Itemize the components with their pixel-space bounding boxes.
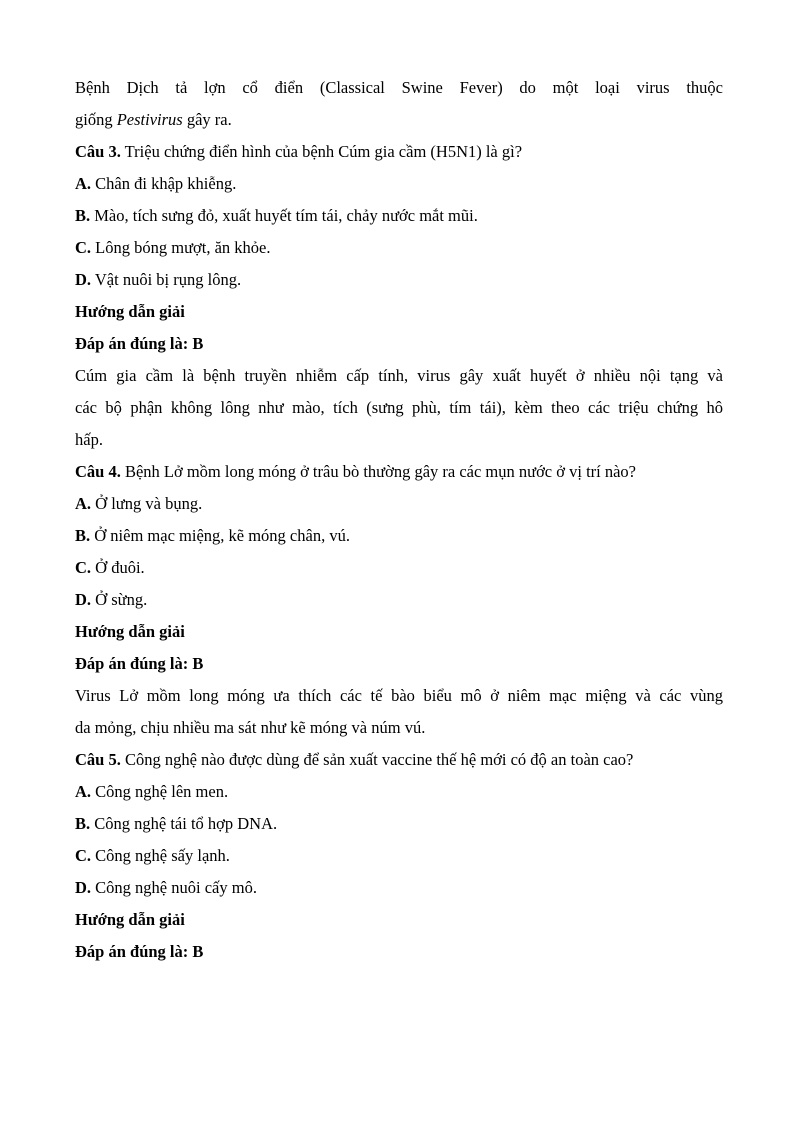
text-line (75, 808, 723, 840)
text-line (75, 456, 723, 488)
bold-text-run: A. (75, 494, 92, 513)
text-line (75, 712, 723, 744)
bold-text-run: B. (75, 814, 91, 833)
document-body (75, 72, 723, 968)
text-line (75, 360, 723, 392)
text-run: hấp. (75, 430, 103, 449)
text-line (75, 680, 723, 712)
text-run: Bệnh Lở mồm long móng ở trâu bò thường gây ra các mụn nước ở vị trí nào? (120, 462, 637, 481)
text-run: Lông bóng mượt, ăn khỏe. (91, 238, 271, 257)
text-run: Chân đi khập khiễng. (91, 174, 237, 193)
text-line (75, 776, 723, 808)
text-line (75, 520, 723, 552)
bold-text-run: C. (75, 238, 92, 257)
bold-text-run: A. (75, 174, 92, 193)
text-run: da mỏng, chịu nhiều ma sát như kẽ móng và núm vú. (75, 718, 426, 737)
text-line (75, 72, 723, 104)
bold-text-run: Đáp án đúng là: B (75, 942, 204, 961)
bold-text-run: Câu 4. (75, 462, 121, 481)
text-run: giống (75, 110, 117, 129)
text-run: Công nghệ tái tổ hợp DNA. (90, 814, 278, 833)
bold-text-run: Hướng dẫn giải (75, 302, 185, 321)
text-line (75, 392, 723, 424)
text-line (75, 424, 723, 456)
bold-text-run: C. (75, 558, 92, 577)
bold-text-run: Hướng dẫn giải (75, 622, 185, 641)
text-run: Ở lưng và bụng. (91, 494, 203, 513)
text-run: các bộ phận không lông như mào, tích (sưng phù, tím tái), kèm theo các triệu chứng hô (75, 398, 723, 417)
text-line (75, 200, 723, 232)
bold-text-run: A. (75, 782, 92, 801)
text-run: Triệu chứng điển hình của bệnh Cúm gia cầm (H5N1) là gì? (120, 142, 523, 161)
text-line (75, 840, 723, 872)
text-run: Cúm gia cầm là bệnh truyền nhiễm cấp tính, virus gây xuất huyết ở nhiều nội tạng và (75, 366, 723, 385)
text-run: Mào, tích sưng đỏ, xuất huyết tím tái, chảy nước mắt mũi. (90, 206, 478, 225)
bold-text-run: Đáp án đúng là: B (75, 334, 204, 353)
bold-text-run: Đáp án đúng là: B (75, 654, 204, 673)
text-line (75, 264, 723, 296)
bold-text-run: D. (75, 270, 92, 289)
text-line (75, 552, 723, 584)
text-run: Ở đuôi. (91, 558, 145, 577)
text-line (75, 584, 723, 616)
bold-text-run: Hướng dẫn giải (75, 910, 185, 929)
bold-text-run: Câu 5. (75, 750, 121, 769)
text-run: Bệnh Dịch tả lợn cổ điển (Classical Swine Fever) do một loại virus thuộc (75, 78, 723, 97)
bold-text-run: B. (75, 206, 91, 225)
text-run: Công nghệ nào được dùng để sản xuất vaccine thế hệ mới có độ an toàn cao? (120, 750, 634, 769)
text-run: Công nghệ lên men. (91, 782, 229, 801)
bold-text-run: D. (75, 590, 92, 609)
bold-text-run: Câu 3. (75, 142, 121, 161)
text-line (75, 488, 723, 520)
bold-text-run: D. (75, 878, 92, 897)
text-line (75, 296, 723, 328)
text-line (75, 136, 723, 168)
text-line (75, 168, 723, 200)
text-run: Công nghệ sấy lạnh. (91, 846, 230, 865)
text-line (75, 616, 723, 648)
text-run: gây ra. (182, 110, 232, 129)
text-line (75, 904, 723, 936)
text-line (75, 936, 723, 968)
bold-text-run: C. (75, 846, 92, 865)
text-line (75, 648, 723, 680)
text-run: Ở niêm mạc miệng, kẽ móng chân, vú. (90, 526, 350, 545)
text-run: Virus Lở mồm long móng ưa thích các tế bào biểu mô ở niêm mạc miệng và các vùng (75, 686, 723, 705)
text-run: Ở sừng. (91, 590, 148, 609)
text-line (75, 328, 723, 360)
bold-text-run: B. (75, 526, 91, 545)
text-run: Công nghệ nuôi cấy mô. (91, 878, 257, 897)
text-line (75, 104, 723, 136)
italic-text-run: Pestivirus (116, 110, 183, 129)
text-line (75, 872, 723, 904)
text-run: Vật nuôi bị rụng lông. (91, 270, 242, 289)
text-line (75, 232, 723, 264)
text-line (75, 744, 723, 776)
